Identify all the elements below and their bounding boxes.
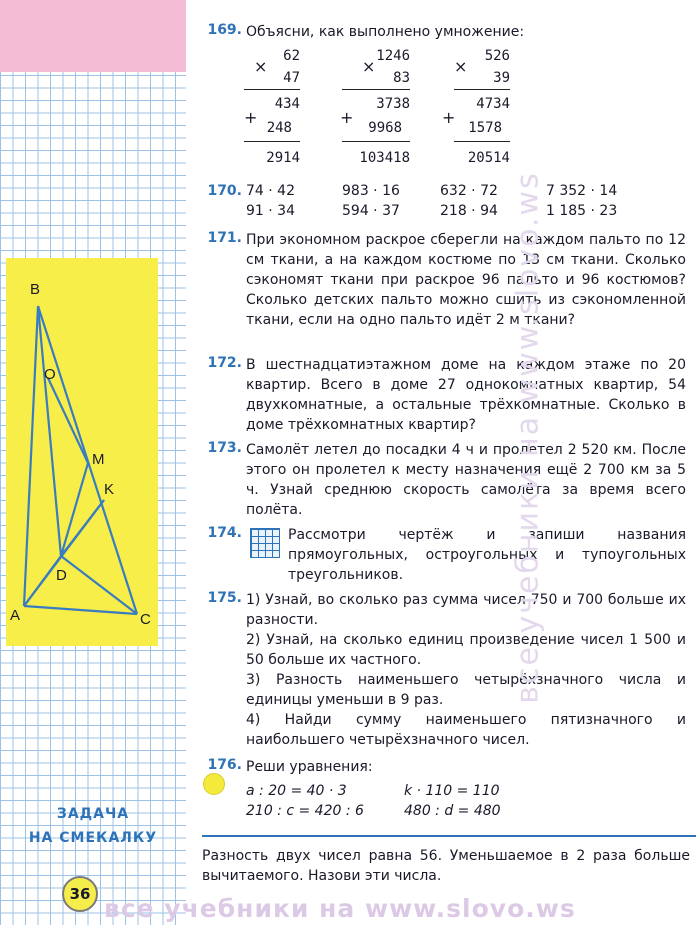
plus-sign: + — [244, 108, 258, 127]
expression: 91 · 34 — [246, 203, 295, 219]
label-c: C — [140, 611, 151, 628]
rule — [454, 89, 510, 90]
exercise-text: Объясни, как выполнено умножение: — [246, 24, 525, 40]
multiplication-3 — [442, 48, 510, 178]
task-item-4: 4) Найди сумму наименьшего пятизначного и наибольшего четырёхзначного чисел. — [246, 712, 686, 748]
plus-sign: + — [340, 108, 354, 127]
expression: 1 185 · 23 — [546, 203, 618, 219]
label-b: B — [30, 281, 41, 298]
partial-product-2: 1578 — [468, 120, 502, 136]
expression: 74 · 42 — [246, 183, 295, 199]
exercise-number: 170. — [207, 183, 242, 199]
pink-header-tab — [0, 0, 186, 72]
multiplicand: 62 — [283, 48, 300, 64]
times-sign: × — [254, 57, 268, 76]
multiplier: 39 — [493, 70, 510, 86]
partial-product-1: 434 — [274, 96, 300, 112]
edge-ak — [24, 500, 104, 606]
puzzle-marker-dot — [203, 773, 225, 795]
task-item-1: 1) Узнай, во сколько раз сумма чисел 750 и 700 больше их разности. — [246, 592, 686, 628]
task-item-3: 3) Разность наименьшего четырёхзначного числа и единицы уменьши в 9 раз. — [246, 672, 686, 708]
multiplicand: 526 — [484, 48, 510, 64]
label-k: K — [104, 481, 115, 498]
multiplier: 47 — [283, 70, 300, 86]
exercise-number: 176. — [207, 757, 242, 773]
rule — [342, 89, 410, 90]
puzzle-text: Разность двух чисел равна 56. Уменьшаемое в 2 раза больше вычитаемого. Назови эти числа. — [202, 848, 690, 884]
product: 103418 — [359, 150, 410, 166]
edge-ac — [24, 606, 137, 614]
exercise-text: Рассмотри чертёж и запиши названия прямоугольных, остроугольных и тупоугольных треугольников. — [288, 527, 686, 583]
expression: 983 · 16 — [342, 183, 400, 199]
label-o: O — [44, 366, 56, 383]
grid-notebook-icon — [250, 528, 280, 558]
exercise-number: 173. — [207, 440, 242, 456]
edge-dc — [61, 556, 137, 614]
expression: 218 · 94 — [440, 203, 498, 219]
label-a: A — [10, 607, 21, 624]
product: 20514 — [467, 150, 510, 166]
times-sign: × — [362, 57, 376, 76]
partial-product-1: 3738 — [376, 96, 410, 112]
equation-1: a : 20 = 40 · 3 — [246, 783, 347, 799]
partial-product-2: 248 — [266, 120, 292, 136]
watermark-bottom: все учебники на www.slovo.ws — [104, 894, 576, 923]
exercise-text: Реши уравнения: — [246, 759, 373, 775]
exercise-number: 171. — [207, 230, 242, 246]
triangle-diagram-card — [6, 258, 158, 646]
equation-4: 480 : d = 480 — [404, 803, 501, 819]
expression: 7 352 · 14 — [546, 183, 618, 199]
exercise-number: 169. — [207, 22, 242, 38]
equation-3: k · 110 = 110 — [404, 783, 500, 799]
triangle-diagram — [6, 258, 158, 646]
edge-dm — [61, 463, 88, 556]
sidebar — [0, 0, 186, 925]
rule — [342, 141, 410, 142]
product: 2914 — [266, 150, 300, 166]
watermark-side: все учебники на www.slovo.ws — [510, 171, 546, 704]
exercise-page — [198, 0, 700, 925]
multiplication-1 — [240, 48, 300, 178]
equation-2: 210 : c = 420 : 6 — [246, 803, 364, 819]
multiplicand: 1246 — [376, 48, 410, 64]
partial-product-1: 4734 — [476, 96, 510, 112]
rule — [244, 89, 300, 90]
expression: 594 · 37 — [342, 203, 400, 219]
rule — [244, 141, 300, 142]
exercise-number: 174. — [207, 525, 242, 541]
exercise-text: При экономном раскрое сберегли на каждом пальто по 12 см ткани, а на каждом костюме по 13 см ткани. Сколько сэкономят ткани при раскрое 96 пальто и 96 костюмов? Сколько детских пальто можно сшить из сэкономленной ткани, если на одно пальто идёт 2 м ткани? — [246, 232, 686, 328]
exercise-number: 175. — [207, 590, 242, 606]
multiplier: 83 — [393, 70, 410, 86]
label-m: M — [92, 451, 105, 468]
puzzle-title-line1: ЗАДАЧА — [56, 806, 130, 822]
task-item-2: 2) Узнай, на сколько единиц произведение чисел 1 500 и 50 больше их частного. — [246, 632, 686, 668]
times-sign: × — [454, 57, 468, 76]
exercise-number: 172. — [207, 355, 242, 371]
plus-sign: + — [442, 108, 456, 127]
rule — [454, 141, 510, 142]
puzzle-divider — [202, 835, 696, 837]
page-number: 36 — [62, 876, 98, 912]
edge-om — [48, 378, 88, 463]
exercise-text: В шестнадцатиэтажном доме на каждом этаже по 20 квартир. Всего в доме 27 однокомнатных квартир, 54 двухкомнатные, а остальные трёхкомнатные. Сколько в доме трёхкомнатных квартир? — [246, 357, 686, 433]
exercise-text: Самолёт летел до посадки 4 ч и пролетел 2 520 км. После этого он пролетел к месту назначения ещё 2 700 км за 5 ч. Узнай среднюю скорость самолёта за время всего полёта. — [246, 442, 686, 518]
edge-ba — [24, 306, 38, 606]
label-d: D — [56, 567, 67, 584]
expression: 632 · 72 — [440, 183, 498, 199]
partial-product-2: 9968 — [368, 120, 402, 136]
puzzle-title-line2: НА СМЕКАЛКУ — [28, 830, 158, 846]
multiplication-2 — [340, 48, 410, 178]
